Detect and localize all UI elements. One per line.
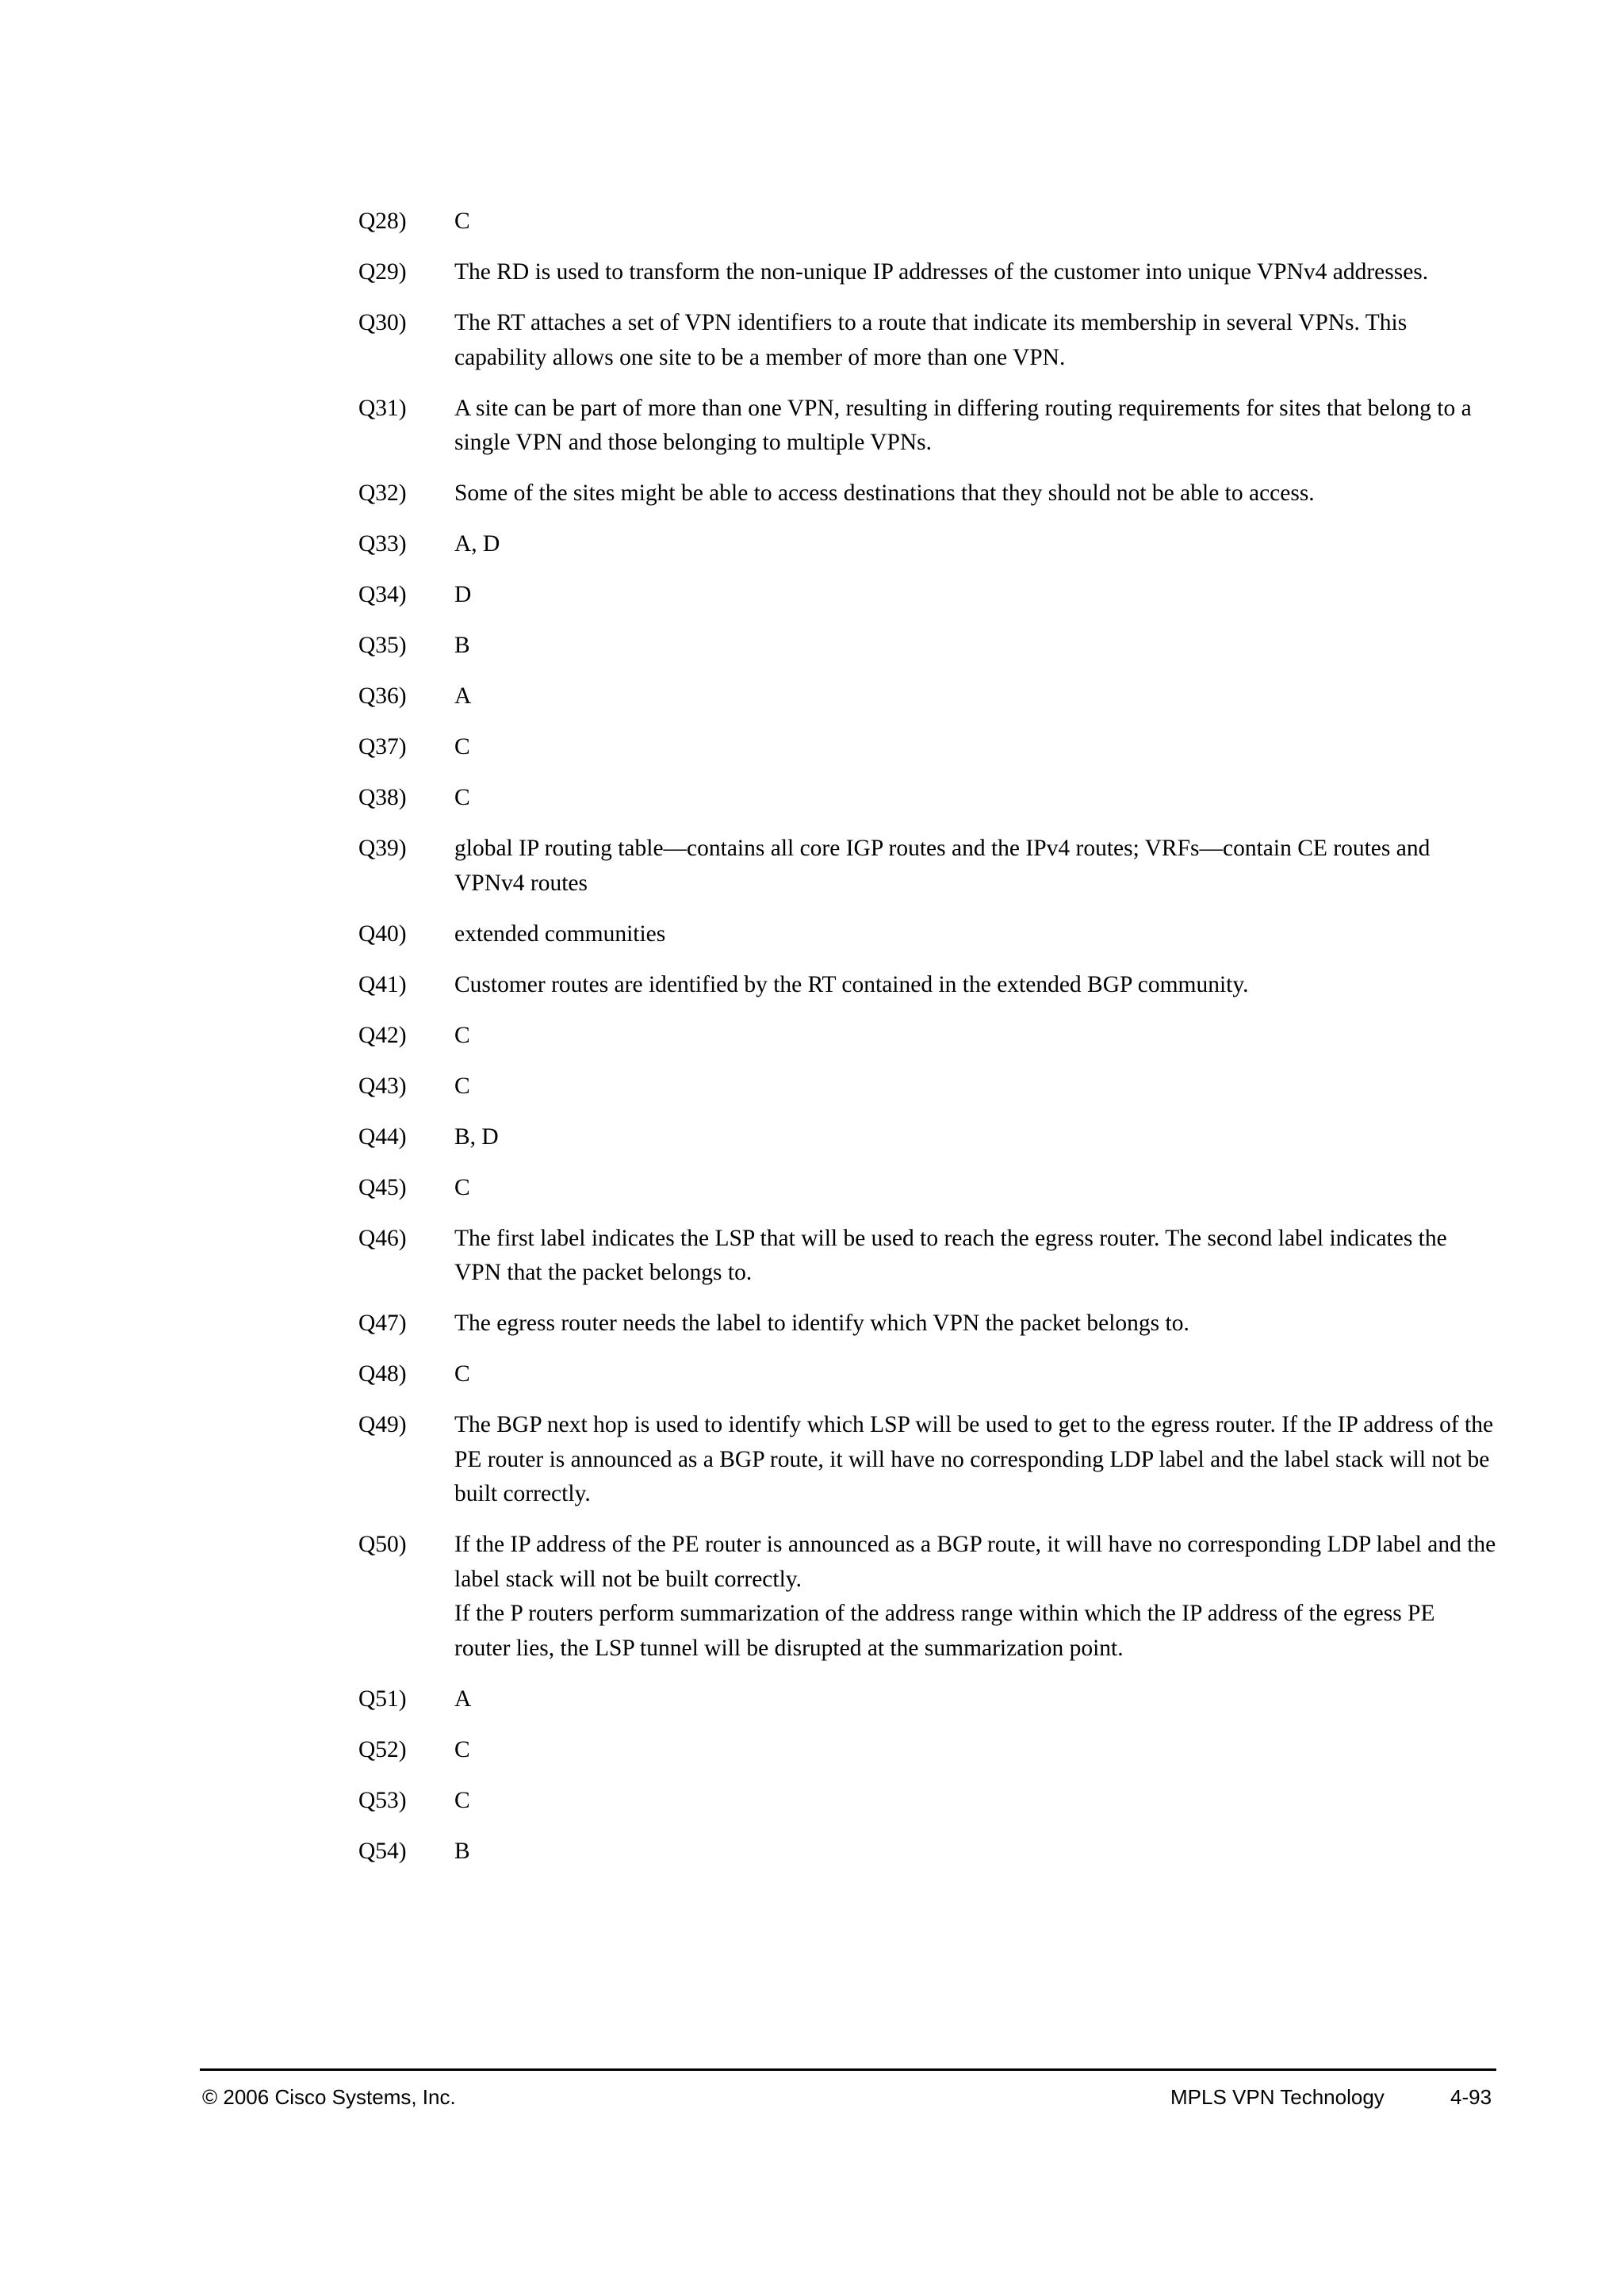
answer-text (454, 205, 1496, 239)
answer-row (358, 1784, 1496, 1819)
question-number: Q48) (358, 1361, 407, 1387)
answer-text (454, 730, 1496, 765)
answer-line: C (454, 1787, 470, 1813)
answer-line: Some of the sites might be able to access destinations that they should not be able to access. (454, 480, 1315, 506)
answer-row (358, 578, 1496, 613)
question-number: Q54) (358, 1838, 407, 1864)
question-number: Q33) (358, 531, 407, 557)
answer-row (358, 1835, 1496, 1869)
answer-text (454, 578, 1496, 613)
question-number: Q47) (358, 1311, 407, 1336)
answer-line: A (454, 1686, 472, 1712)
answer-row (358, 1528, 1496, 1666)
question-number: Q42) (358, 1022, 407, 1048)
question-number: Q44) (358, 1123, 407, 1150)
question-number: Q41) (358, 971, 407, 997)
answer-row (358, 527, 1496, 562)
answer-text (454, 679, 1496, 714)
answer-row (358, 205, 1496, 239)
answer-row (358, 306, 1496, 375)
answer-line: The first label indicates the LSP that will be used to reach the egress router. The second label indicates the VPN that the packet belongs to. (454, 1225, 1447, 1285)
answer-line: B, D (454, 1123, 499, 1150)
footer-copyright: © 2006 Cisco Systems, Inc. (202, 2085, 456, 2109)
question-number: Q29) (358, 259, 407, 285)
footer-page-number: 4-93 (1450, 2085, 1492, 2109)
answer-line: Customer routes are identified by the RT contained in the extended BGP community. (454, 971, 1249, 997)
answer-text (454, 832, 1496, 901)
question-number: Q50) (358, 1532, 407, 1557)
answer-text (454, 1307, 1496, 1341)
answer-line: B (454, 1838, 470, 1864)
answer-row (358, 1682, 1496, 1717)
question-number: Q35) (358, 633, 407, 658)
question-number: Q46) (358, 1225, 407, 1251)
answer-key (358, 205, 1496, 1885)
answer-line: A site can be part of more than one VPN, resulting in differing routing requirements for sites that belong to a single VPN and those belonging to multiple VPNs. (454, 395, 1472, 455)
answer-row (358, 392, 1496, 461)
answer-line: A (454, 683, 472, 709)
question-number: Q31) (358, 395, 407, 421)
question-number: Q53) (358, 1787, 407, 1813)
answer-text (454, 1528, 1496, 1666)
answer-line: C (454, 209, 470, 234)
answer-text (454, 1357, 1496, 1392)
question-number: Q38) (358, 785, 407, 810)
answer-row (358, 1070, 1496, 1104)
answer-text (454, 476, 1496, 511)
answer-text (454, 781, 1496, 816)
answer-text (454, 968, 1496, 1003)
answer-text (454, 629, 1496, 664)
answer-row (358, 1307, 1496, 1341)
answer-row (358, 832, 1496, 901)
answer-line: C (454, 1361, 470, 1387)
question-number: Q28) (358, 209, 407, 234)
answer-text (454, 392, 1496, 461)
answer-text (454, 1784, 1496, 1819)
answer-line: D (454, 582, 472, 607)
answer-line: The RT attaches a set of VPN identifiers to a route that indicate its membership in several VPNs. This capability allows one site to be a member of more than one VPN. (454, 310, 1408, 370)
answer-row (358, 476, 1496, 511)
question-number: Q30) (358, 310, 407, 335)
answer-line: global IP routing table—contains all core IGP routes and the IPv4 routes; VRFs—contain CE routes and VPNv4 routes (454, 836, 1431, 896)
question-number: Q37) (358, 734, 407, 760)
answer-line: A, D (454, 531, 500, 557)
answer-text (454, 527, 1496, 562)
answer-row (358, 679, 1496, 714)
answer-line: extended communities (454, 920, 666, 947)
answer-line: If the IP address of the PE router is announced as a BGP route, it will have no corresponding LDP label and the label stack will not be built correctly. (454, 1532, 1496, 1592)
question-number: Q36) (358, 683, 407, 709)
answer-line: The egress router needs the label to identify which VPN the packet belongs to. (454, 1311, 1189, 1336)
answer-text (454, 1222, 1496, 1291)
question-number: Q52) (358, 1736, 407, 1762)
answer-text (454, 1733, 1496, 1768)
answer-row (358, 1733, 1496, 1768)
answer-row (358, 1120, 1496, 1155)
answer-row (358, 968, 1496, 1003)
answer-line: C (454, 1736, 470, 1762)
answer-row (358, 1171, 1496, 1206)
answer-row (358, 730, 1496, 765)
question-number: Q51) (358, 1686, 407, 1712)
footer-divider (200, 2068, 1496, 2071)
answer-text (454, 1120, 1496, 1155)
answer-line: The BGP next hop is used to identify which LSP will be used to get to the egress router. If the IP address of the PE router is announced as a BGP route, it will have no corresponding LDP label and the label stack will not be built correctly. (454, 1412, 1494, 1506)
answer-row (358, 629, 1496, 664)
answer-text (454, 1171, 1496, 1206)
answer-text (454, 1408, 1496, 1512)
answer-line: If the P routers perform summarization of the address range within which the IP address of the egress PE router lies, the LSP tunnel will be disrupted at the summarization point. (454, 1601, 1435, 1661)
question-number: Q49) (358, 1412, 407, 1437)
question-number: Q34) (358, 582, 407, 607)
answer-text (454, 917, 1496, 952)
answer-line: C (454, 1073, 470, 1099)
answer-line: C (454, 734, 470, 760)
question-number: Q39) (358, 836, 407, 861)
answer-text (454, 255, 1496, 290)
question-number: Q32) (358, 480, 407, 506)
answer-row (358, 1222, 1496, 1291)
answer-text (454, 306, 1496, 375)
answer-row (358, 1408, 1496, 1512)
answer-row (358, 255, 1496, 290)
answer-text (454, 1835, 1496, 1869)
footer-course-title: MPLS VPN Technology (1170, 2085, 1385, 2109)
answer-row (358, 781, 1496, 816)
question-number: Q40) (358, 920, 407, 947)
answer-line: The RD is used to transform the non-unique IP addresses of the customer into unique VPNv4 addresses. (454, 259, 1429, 285)
question-number: Q45) (358, 1174, 407, 1200)
answer-row (358, 1357, 1496, 1392)
answer-line: C (454, 1174, 470, 1200)
answer-text (454, 1070, 1496, 1104)
answer-line: C (454, 1022, 470, 1048)
question-number: Q43) (358, 1073, 407, 1099)
answer-row (358, 917, 1496, 952)
answer-line: C (454, 785, 470, 810)
answer-text (454, 1682, 1496, 1717)
answer-line: B (454, 633, 470, 658)
answer-row (358, 1019, 1496, 1054)
answer-text (454, 1019, 1496, 1054)
